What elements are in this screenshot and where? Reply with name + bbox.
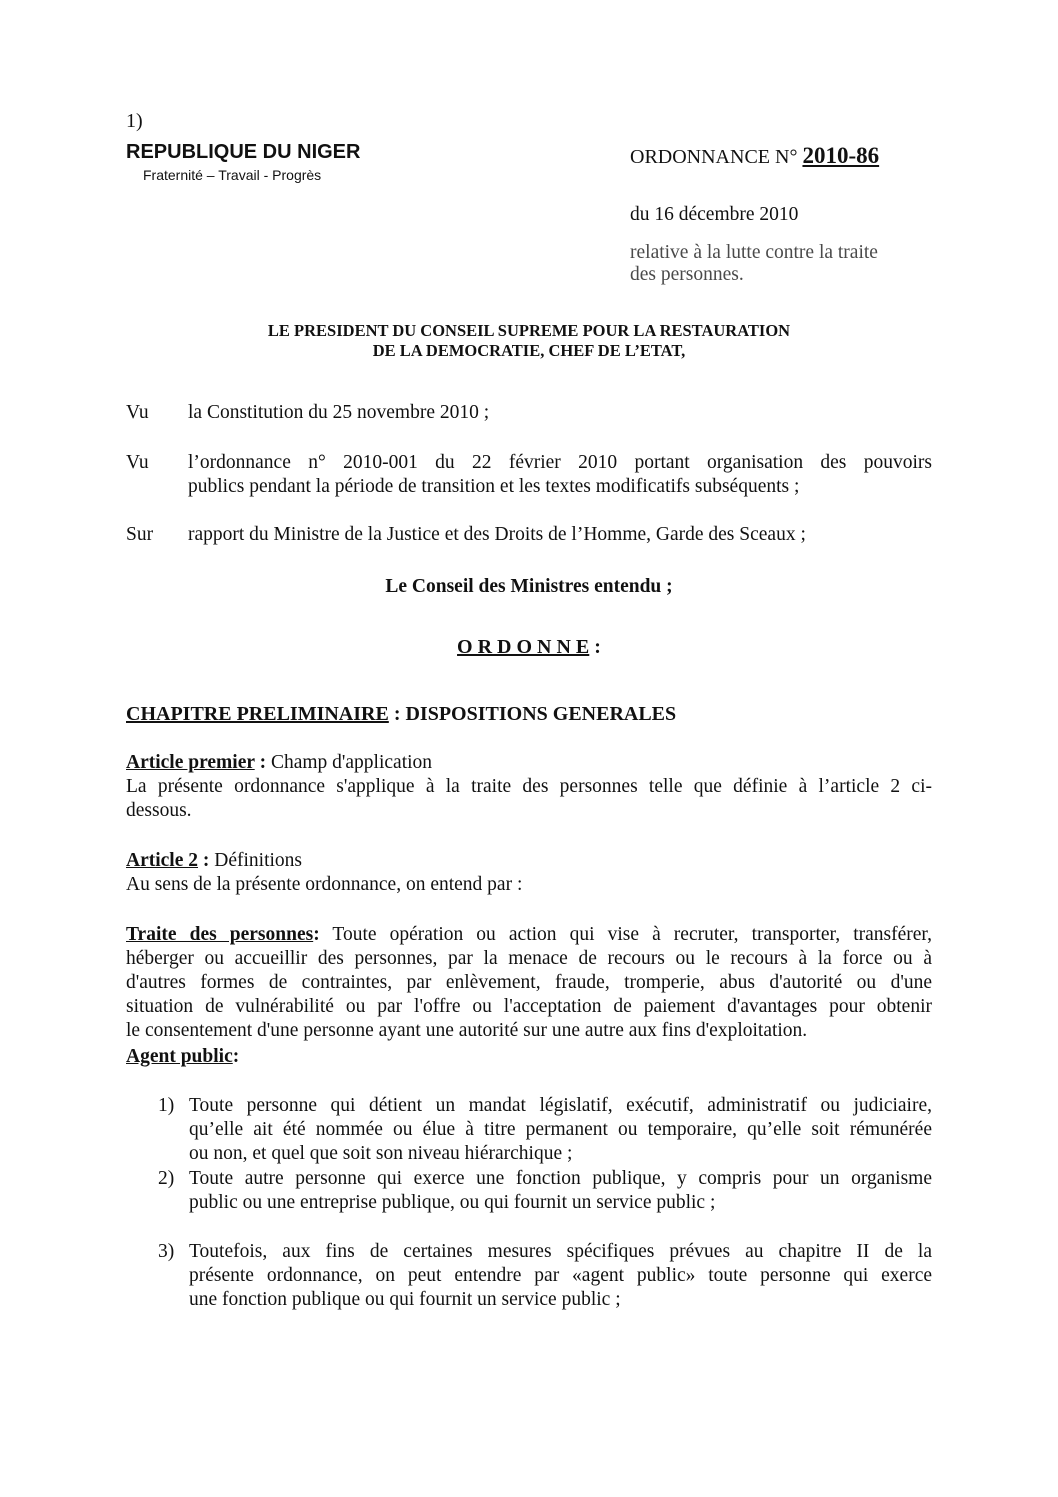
visa-1 (126, 401, 932, 425)
country-name: REPUBLIQUE DU NIGER (126, 141, 361, 163)
chapter-label: CHAPITRE PRELIMINAIRE (126, 703, 389, 725)
visa-text: rapport du Ministre de la Justice et des Droits de l’Homme, Garde des Sceaux ; (188, 524, 806, 545)
definition-agent-heading (126, 1045, 239, 1069)
council-statement: Le Conseil des Ministres entendu ; (385, 576, 673, 597)
definition-line: d'autres formes de contraintes, par enlèvement, fraude, tromperie, abus d'autorité ou d'une (126, 972, 932, 993)
item-line: Toute autre personne qui exerce une fonction publique, y compris pour un organisme (189, 1168, 932, 1189)
definition-colon: : (313, 924, 320, 945)
definition-line (126, 923, 932, 947)
item-line: qu’elle ait été nommée ou élue à titre permanent ou temporaire, qu’elle soit rémunérée (189, 1119, 932, 1140)
definition-colon: : (232, 1046, 240, 1067)
item-line: une fonction publique ou qui fournit un service public ; (189, 1289, 621, 1310)
item-number: 3) (158, 1241, 175, 1262)
visa-2 (126, 451, 932, 499)
article-2-intro: Au sens de la présente ordonnance, on entend par : (126, 874, 523, 895)
article-1-text: dessous. (126, 800, 192, 821)
article-2-label: Article 2 (126, 850, 199, 871)
agent-item-2 (158, 1167, 932, 1215)
visa-text: publics pendant la période de transition et les textes modificatifs subséquents ; (188, 476, 800, 497)
national-motto: Fraternité – Travail - Progrès (143, 167, 322, 183)
ordinance-subject (630, 242, 878, 286)
definition-line: situation de vulnérabilité ou par l'offre ou l'acceptation de paiement d'avantages pour obtenir (126, 996, 932, 1017)
item-line: Toute personne qui détient un mandat législatif, exécutif, administratif ou judiciaire, (189, 1095, 932, 1116)
visa-text: l’ordonnance n° 2010-001 du 22 février 2010 portant organisation des pouvoirs (188, 452, 932, 473)
article-1-heading (126, 751, 932, 775)
agent-item-3 (158, 1240, 932, 1312)
subject-line: relative à la lutte contre la traite (630, 242, 878, 263)
item-line: Toutefois, aux fins de certaines mesures spécifiques prévues au chapitre II de la (189, 1241, 932, 1262)
item-line: public ou une entreprise publique, ou qui fournit un service public ; (189, 1192, 716, 1213)
definition-traite (126, 923, 932, 1043)
visa-text: la Constitution du 25 novembre 2010 ; (188, 402, 490, 423)
article-2-sep: : (198, 850, 215, 871)
article-2-heading (126, 849, 932, 873)
ordonne-colon: : (589, 636, 601, 658)
article-1-label: Article premier (126, 752, 255, 773)
visa-3 (126, 523, 932, 547)
article-1-sep: : (254, 752, 271, 773)
item-line: ou non, et quel que soit son niveau hiérarchique ; (189, 1143, 573, 1164)
ordonne-heading (126, 636, 932, 659)
authority-line: LE PRESIDENT DU CONSEIL SUPREME POUR LA RESTAURATION (267, 321, 791, 340)
article-2-title: Définitions (214, 850, 303, 871)
chapter-sep: : (388, 703, 406, 725)
article-1-title: Champ d'application (270, 752, 433, 773)
chapter-title: DISPOSITIONS GENERALES (405, 703, 677, 725)
ordonne-word: O R D O N N E (457, 636, 590, 658)
definition-line: héberger ou accueillir des personnes, par la menace de recours ou le recours à la force ou à (126, 948, 932, 969)
item-line: présente ordonnance, on peut entendre par «agent public» toute personne qui exerce (189, 1265, 932, 1286)
issuing-authority (126, 321, 932, 361)
visa-label: Vu (126, 452, 149, 473)
definition-term: Agent public (126, 1046, 233, 1067)
ordinance-title (630, 143, 879, 169)
ordinance-label: ORDONNANCE N° (630, 146, 798, 168)
page-marker: 1) (126, 110, 143, 132)
agent-item-1 (158, 1094, 932, 1166)
chapter-heading (126, 703, 676, 726)
article-1 (126, 751, 932, 823)
item-number: 1) (158, 1095, 175, 1116)
authority-line: DE LA DEMOCRATIE, CHEF DE L’ETAT, (372, 341, 686, 360)
visa-label: Vu (126, 402, 149, 423)
subject-line: des personnes. (630, 264, 744, 285)
ordinance-number: 2010-86 (802, 143, 880, 168)
article-2 (126, 849, 932, 897)
ordinance-date: du 16 décembre 2010 (630, 204, 799, 225)
visa-label: Sur (126, 524, 154, 545)
definition-term: Traite des personnes (126, 924, 314, 945)
definition-line: le consentement d'une personne ayant une autorité sur une autre aux fins d'exploitation. (126, 1020, 808, 1041)
article-1-text: La présente ordonnance s'applique à la traite des personnes telle que définie à l’article 2 ci- (126, 776, 932, 797)
item-number: 2) (158, 1168, 175, 1189)
definition-text: Toute opération ou action qui vise à recruter, transporter, transférer, (319, 924, 932, 945)
